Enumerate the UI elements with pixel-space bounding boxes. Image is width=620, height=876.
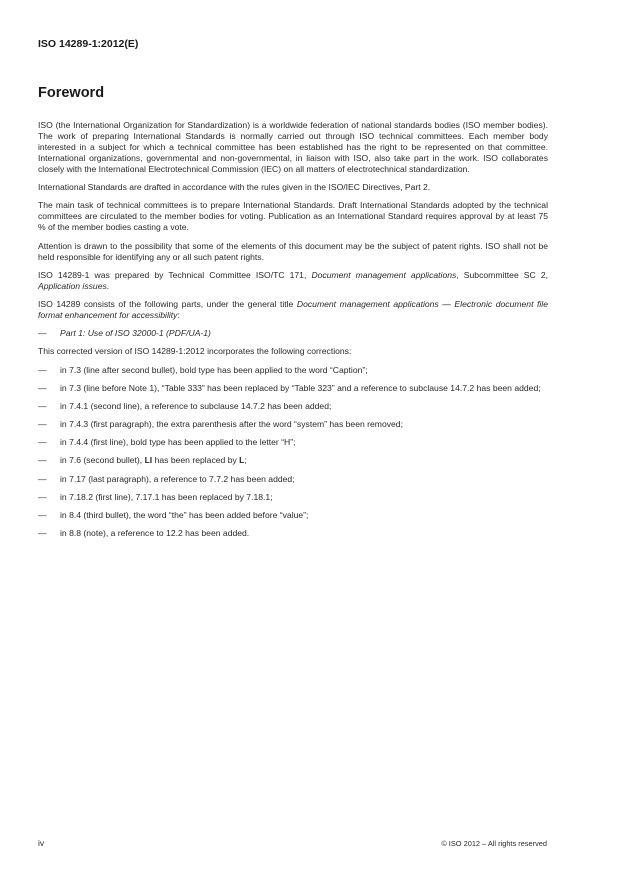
list-item (38, 383, 548, 394)
correction-text: in 8.4 (third bullet), the word “the” has been added before “value”; (60, 510, 309, 520)
correction-part: has been replaced by (152, 455, 240, 466)
paragraph-parts (38, 299, 548, 321)
subcommittee-title: Application issues (38, 280, 107, 291)
list-item (38, 474, 548, 485)
paragraph-prepared-by (38, 270, 548, 292)
list-dash: — (38, 382, 47, 393)
list-dash: — (38, 473, 47, 484)
correction-text: in 7.4.4 (first line), bold type has been applied to the letter “H”; (60, 437, 296, 448)
paragraph-iso-intro: ISO (the International Organization for Standardization) is a worldwide federation of national standards bodies (ISO member bodies). The work of preparing International Standards is normally carried out through ISO technical committees. Each member body interested in a subject for which a technical committee has been established has the right to be represented on that committee. International organizations, governmental and non-governmental, in liaison with ISO, also take part in the work. ISO collaborates closely with the International Electrotechnical Commission (IEC) on all matters of electrotechnical standardization. (38, 120, 548, 174)
list-item (38, 528, 548, 539)
parts-text: ISO 14289 consists of the following parts, under the general title (38, 298, 297, 309)
committee-title: Document management applications (311, 269, 457, 280)
list-item (38, 455, 548, 466)
correction-text: in 7.18.2 (first line), 7.17.1 has been replaced by 7.18.1; (60, 491, 273, 502)
page-title: Foreword (38, 85, 105, 101)
correction-bold-li: LI (144, 455, 153, 466)
page-number: iv (38, 838, 45, 848)
paragraph-main-task: The main task of technical committees is to prepare International Standards. Draft International Standards adopted by the technical committees are circulated to the member bodies for voting. Publication as an International Standard requires approval by at least 75 % of the member bodies casting a vote. (38, 200, 548, 233)
list-item (38, 437, 548, 448)
list-dash: — (38, 400, 47, 411)
list-item (38, 510, 548, 521)
correction-text: in 7.17 (last paragraph), a reference to 7.7.2 has been added; (60, 473, 295, 484)
list-dash: — (38, 510, 47, 520)
list-item (38, 401, 548, 412)
list-item (38, 419, 548, 430)
prepared-by-text: ISO 14289-1 was prepared by Technical Committee ISO/TC 171, (38, 269, 312, 280)
paragraph-directives: International Standards are drafted in accordance with the rules given in the ISO/IEC Directives, Part 2. (38, 182, 431, 193)
list-dash: — (38, 437, 47, 448)
correction-text: in 7.3 (line before Note 1), “Table 333” has been replaced by “Table 323” and a reference to subclause 14.7.2 has been added; (60, 382, 541, 393)
paragraph-patent-rights: Attention is drawn to the possibility that some of the elements of this document may be the subject of patent rights. ISO shall not be held responsible for identifying any or all such patent rights. (38, 240, 548, 262)
list-item (38, 492, 548, 503)
prepared-by-text-2: , Subcommittee SC 2, (456, 269, 548, 280)
list-dash: — (38, 455, 47, 466)
correction-part: in 7.6 (second bullet), (60, 455, 145, 466)
document-identifier: ISO 14289-1:2012(E) (38, 38, 139, 50)
list-item (38, 365, 548, 376)
correction-bold-l: L (239, 455, 245, 466)
general-title: Document management applications — Electronic document file format enhancement for accessibility (38, 298, 548, 320)
correction-part: ; (244, 455, 247, 466)
copyright-notice: © ISO 2012 – All rights reserved (441, 839, 547, 848)
list-dash: — (38, 491, 47, 502)
parts-text-2: : (177, 309, 180, 320)
part1-title: Part 1: Use of ISO 32000-1 (PDF/UA-1) (60, 328, 211, 339)
list-dash: — (38, 419, 47, 430)
list-dash: — (38, 528, 47, 539)
list-dash: — (38, 328, 47, 339)
list-item-part1 (38, 328, 548, 339)
prepared-by-text-3: . (106, 280, 110, 291)
correction-text: in 7.3 (line after second bullet), bold type has been applied to the word “Caption”; (60, 364, 368, 375)
list-dash: — (38, 364, 47, 375)
correction-text: in 7.4.1 (second line), a reference to subclause 14.7.2 has been added; (60, 400, 332, 411)
paragraph-corrected-version: This corrected version of ISO 14289-1:2012 incorporates the following corrections: (38, 346, 352, 357)
correction-text: in 8.8 (note), a reference to 12.2 has been added. (60, 528, 250, 539)
correction-text (60, 455, 548, 466)
foreword-body (38, 120, 548, 546)
correction-text: in 7.4.3 (first paragraph), the extra parenthesis after the word “system” has been removed; (60, 419, 403, 430)
